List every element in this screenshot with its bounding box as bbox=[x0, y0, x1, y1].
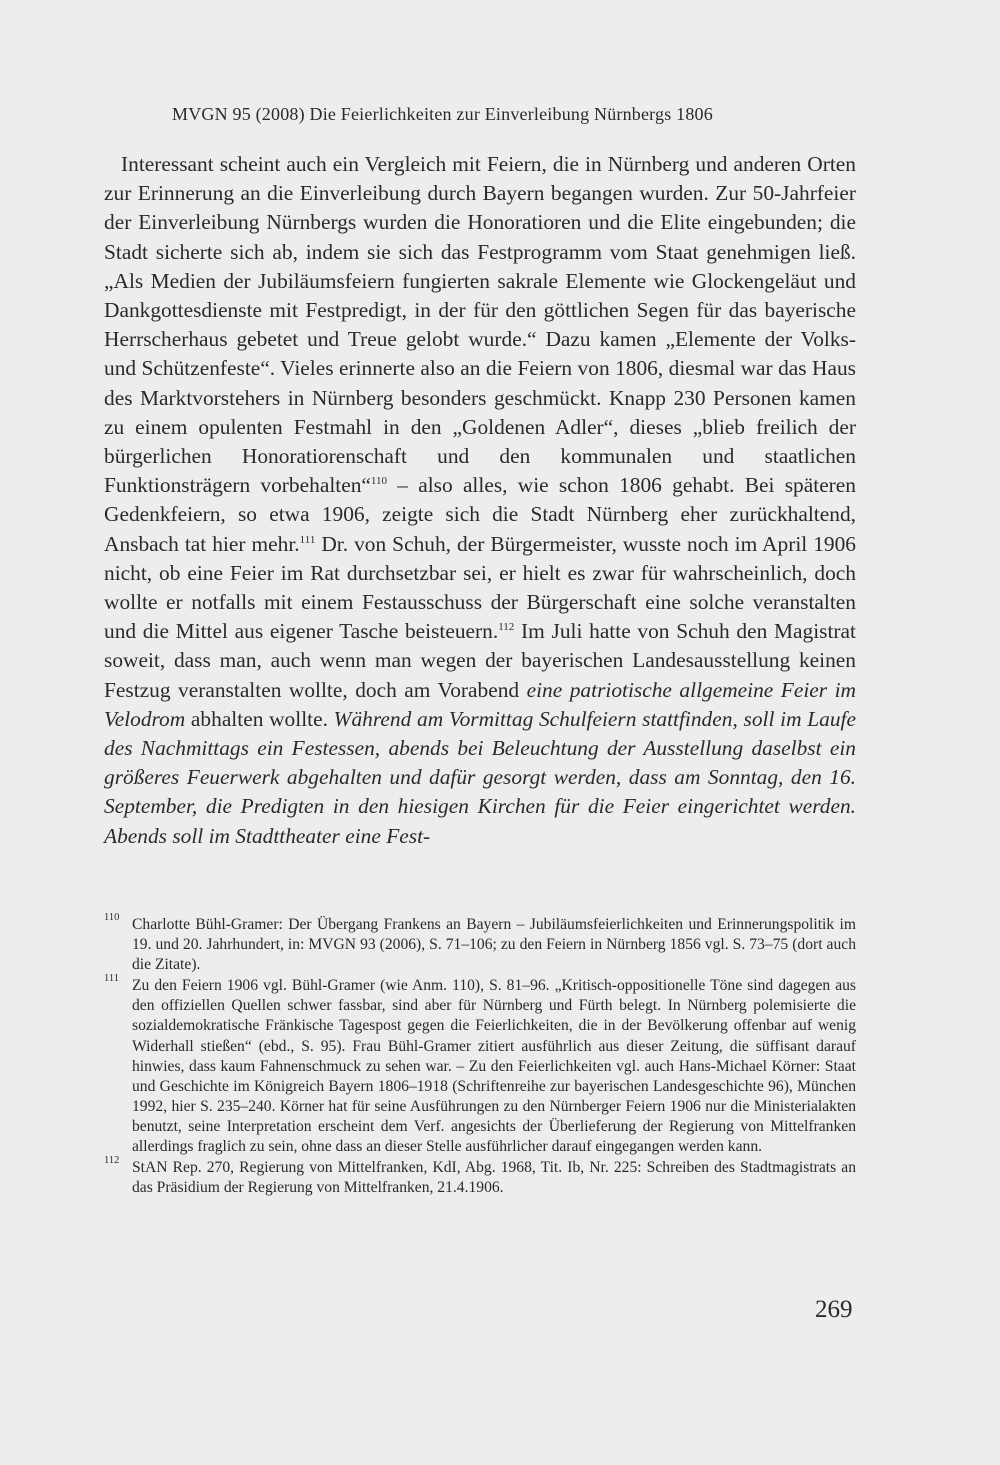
italic-quote: Während am Vormittag Schulfeiern stattfinden, soll im Laufe des Nachmittags ein Festessen, abends bei Beleuchtung der Ausstellung daselbst ein größeres Feuerwerk abgehalten und dafür gesorgt werden, dass am Sonntag, den 16. September, die Predigten in den hiesigen Kirchen für die Feier eingerichtet werden. Abends soll im Stadttheater eine Fest- bbox=[104, 706, 856, 848]
footnote-number: 111 bbox=[104, 973, 119, 985]
footnote-112 bbox=[104, 1155, 856, 1198]
body-text: – also alles, wie schon 1806 gehabt. Bei späteren Gedenkfeiern, so etwa 1906, zeigte sich die Stadt Nürnberg eher zurückhaltend, Ansbach tat hier mehr. bbox=[104, 473, 856, 556]
page-number: 269 bbox=[815, 1296, 853, 1323]
running-head: MVGN 95 (2008) Die Feierlichkeiten zur Einverleibung Nürnbergs 1806 bbox=[172, 104, 713, 124]
body-text: Im Juli hatte von Schuh den Magistrat soweit, dass man, auch wenn man wegen der bayerischen Landesausstellung keinen Festzug veranstalten wollte, doch am Vorabend bbox=[104, 619, 856, 702]
footnote-110 bbox=[104, 912, 856, 975]
footnote-ref-110[interactable]: 110 bbox=[370, 475, 387, 488]
footnote-text: Charlotte Bühl-Gramer: Der Übergang Frankens an Bayern – Jubiläumsfeierlichkeiten und Erinnerungspolitik im 19. und 20. Jahrhundert, in: MVGN 93 (2006), S. 71–106; zu den Feiern in Nürnberg 1856 vgl. S. 73–75 (dort auch die Zitate). bbox=[132, 916, 856, 974]
footnote-ref-111[interactable]: 111 bbox=[299, 533, 316, 546]
footnote-text: StAN Rep. 270, Regierung von Mittelfranken, KdI, Abg. 1968, Tit. Ib, Nr. 225: Schreiben des Stadtmagistrats an das Präsidium der Regierung von Mittelfranken, 21.4.1906. bbox=[132, 1159, 856, 1197]
footnotes bbox=[104, 912, 856, 1199]
body-text: Interessant scheint auch ein Vergleich mit Feiern, die in Nürnberg und anderen Orten zur Erinnerung an die Einverleibung durch Bayern begangen wurden. Zur 50-Jahrfeier der Einverleibung Nürnbergs wurden die Honoratioren und die Elite eingebunden; die Stadt sicherte sich ab, indem sie sich das Festprogramm vom Staat genehmigen ließ. „Als Medien der Jubiläumsfeiern fungierten sakrale Elemente wie Glockengeläut und Dankgottesdienste mit Festpredigt, in der für den göttlichen Segen für das bayerische Herrscherhaus gebetet und Treue gelobt wurde.“ Dazu kamen „Elemente der Volks- und Schützenfeste“. Vieles erinnerte also an die Feiern von 1806, diesmal war das Haus des Marktvorstehers in Nürnberg besonders geschmückt. Knapp 230 Personen kamen zu einem opulenten Festmahl in den „Goldenen Adler“, dieses „blieb freilich der bürgerlichen Honoratiorenschaft und den kommunalen und staatlichen Funktionsträgern vorbehalten“ bbox=[104, 152, 856, 498]
footnote-111 bbox=[104, 973, 856, 1157]
italic-quote: eine patriotische allgemeine Feier im Velodrom bbox=[104, 677, 856, 731]
body-paragraph bbox=[104, 150, 856, 851]
footnote-text: Zu den Feiern 1906 vgl. Bühl-Gramer (wie Anm. 110), S. 81–96. „Kritisch-oppositionelle Töne sind dagegen aus den offiziellen Quellen schwer fassbar, sind aber für Nürnberg und Fürth belegt. In Nürnberg polemisierte die sozialdemokratische Fränkische Tagespost gegen die Feierlichkeiten, die in der Bevölkerung offenbar auf wenig Widerhall stießen“ (ebd., S. 95). Frau Bühl-Gramer zitiert ausführlich aus dieser Zeitung, die süffisant darauf hinwies, dass kaum Fahnenschmuck zu sehen war. – Zu den Feierlichkeiten vgl. auch Hans-Michael Körner: Staat und Geschichte im Königreich Bayern 1806–1918 (Schriftenreihe zur bayerischen Landesgeschichte 96), München 1992, hier S. 235–240. Körner hat für seine Ausführungen zu den Nürnberger Feiern 1906 nur die Ministerialakten benutzt, seine Interpretation erscheint dem Verf. angesichts der Überlieferung der Regierung von Mittelfranken allerdings fraglich zu sein, ohne dass an dieser Stelle ausführlicher darauf eingegangen werden kann. bbox=[132, 977, 856, 1156]
body-text: Dr. von Schuh, der Bürgermeister, wusste noch im April 1906 nicht, ob eine Feier im Rat durchsetzbar sei, er hielt es zwar für wahrscheinlich, doch wollte er notfalls mit einem Festausschuss der Bürgerschaft eine solche veranstalten und die Mittel aus eigener Tasche beisteuern. bbox=[104, 531, 856, 644]
footnote-ref-112[interactable]: 112 bbox=[498, 621, 515, 634]
footnote-number: 112 bbox=[104, 1155, 120, 1167]
body-text: abhalten wollte. bbox=[185, 706, 334, 731]
footnote-number: 110 bbox=[104, 912, 120, 923]
